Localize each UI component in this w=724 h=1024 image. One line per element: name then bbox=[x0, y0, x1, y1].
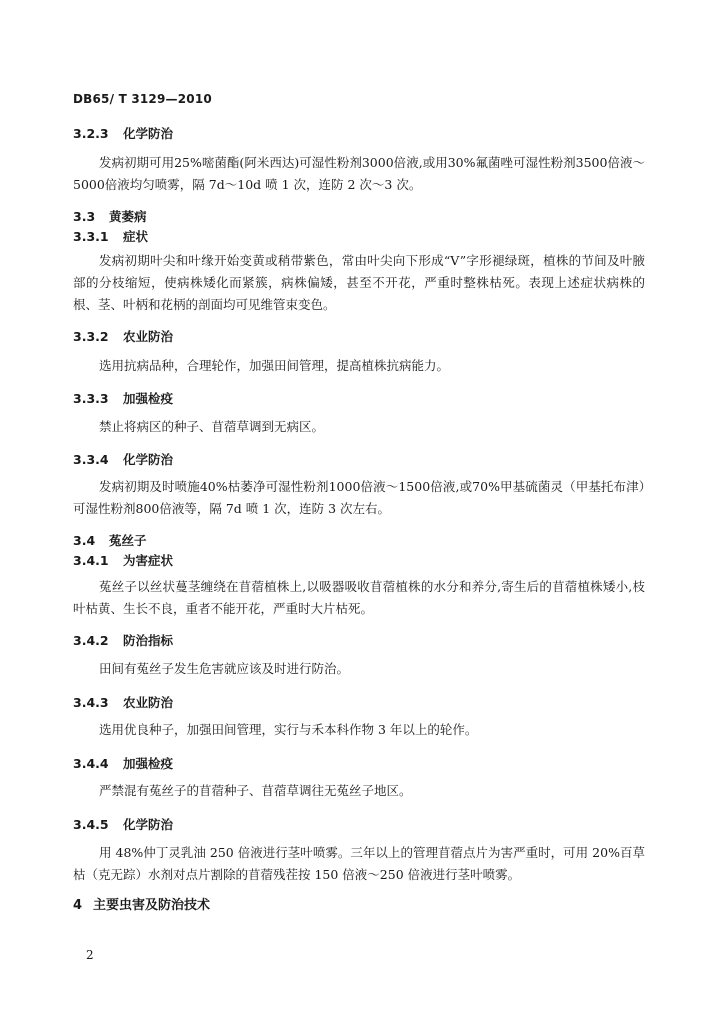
section-number: 3.4.4 bbox=[73, 756, 109, 771]
section-heading bbox=[73, 531, 663, 549]
section-number: 4 bbox=[73, 898, 83, 913]
section-heading bbox=[73, 389, 663, 407]
section-heading bbox=[73, 631, 663, 649]
page-number: 2 bbox=[86, 948, 94, 962]
section-number: 3.3 bbox=[73, 209, 96, 224]
section-title: 为害症状 bbox=[123, 553, 174, 568]
section-number: 3.3.4 bbox=[73, 452, 109, 467]
section-heading bbox=[73, 551, 663, 569]
section-title: 防治指标 bbox=[123, 633, 174, 648]
section-number: 3.3.3 bbox=[73, 391, 109, 406]
section-title: 菟丝子 bbox=[109, 533, 147, 548]
section-heading bbox=[73, 894, 663, 913]
paragraph: 发病初期叶尖和叶缘开始变黄或稍带紫色，常由叶尖向下形成“V”字形褪绿斑，植株的节间及叶腋部的分枝缩短，使病株矮化而紧簇，病株偏矮，甚至不开花，严重时整株枯死。表现上述症状病株的根、茎、叶柄和花柄的剖面均可见维管束变色。 bbox=[73, 253, 645, 312]
section-heading bbox=[73, 815, 663, 833]
section-number: 3.3.1 bbox=[73, 229, 109, 244]
paragraph: 禁止将病区的种子、苜蓿草调到无病区。 bbox=[99, 419, 325, 434]
section-title: 化学防治 bbox=[123, 452, 174, 467]
section-title: 主要虫害及防治技术 bbox=[93, 898, 211, 913]
section-number: 3.4.1 bbox=[73, 553, 109, 568]
section-heading bbox=[73, 124, 663, 142]
section-number: 3.4.2 bbox=[73, 633, 109, 648]
section-number: 3.3.2 bbox=[73, 329, 109, 344]
section-title: 黄萎病 bbox=[109, 209, 147, 224]
paragraph: 用 48%仲丁灵乳油 250 倍液进行茎叶喷雾。三年以上的管理苜蓿点片为害严重时，可用 20%百草枯（克无踪）水剂对点片割除的苜蓿残茬按 150 倍液～250 倍液进行茎叶喷雾。 bbox=[73, 845, 645, 882]
section-heading bbox=[73, 450, 663, 468]
section-title: 加强检疫 bbox=[123, 391, 174, 406]
paragraph: 菟丝子以丝状蔓茎缠绕在苜蓿植株上,以吸器吸收苜蓿植株的水分和养分,寄生后的苜蓿植株矮小,枝叶枯黄、生长不良，重者不能开花，严重时大片枯死。 bbox=[73, 579, 645, 616]
section-title: 农业防治 bbox=[123, 329, 174, 344]
paragraph: 严禁混有菟丝子的苜蓿种子、苜蓿草调往无菟丝子地区。 bbox=[99, 783, 412, 798]
section-number: 3.4.5 bbox=[73, 817, 109, 832]
section-number: 3.4 bbox=[73, 533, 96, 548]
section-heading bbox=[73, 327, 663, 345]
section-heading bbox=[73, 227, 663, 245]
section-heading bbox=[73, 693, 663, 711]
section-heading bbox=[73, 754, 663, 772]
standard-code: DB65/ T 3129—2010 bbox=[73, 92, 212, 106]
section-title: 症状 bbox=[123, 229, 149, 244]
paragraph: 选用优良种子，加强田间管理，实行与禾本科作物 3 年以上的轮作。 bbox=[99, 722, 478, 737]
section-heading bbox=[73, 207, 663, 225]
paragraph: 田间有菟丝子发生危害就应该及时进行防治。 bbox=[99, 661, 350, 676]
section-title: 加强检疫 bbox=[123, 756, 174, 771]
paragraph: 发病初期及时喷施40%枯萎净可湿性粉剂1000倍液～1500倍液,或70%甲基硫菌灵（甲基托布津）可湿性粉剂800倍液等，隔 7d 喷 1 次，连防 3 次左右。 bbox=[73, 479, 645, 516]
paragraph: 选用抗病品种，合理轮作，加强田间管理，提高植株抗病能力。 bbox=[99, 358, 450, 373]
paragraph: 发病初期可用25%嘧菌酯(阿米西达)可湿性粉剂3000倍液,或用30%氟菌唑可湿性粉剂3500倍液～5000倍液均匀喷雾，隔 7d～10d 喷 1 次，连防 2 次～3 次。 bbox=[73, 155, 645, 192]
section-title: 农业防治 bbox=[123, 695, 174, 710]
section-number: 3.2.3 bbox=[73, 126, 109, 141]
section-title: 化学防治 bbox=[123, 126, 174, 141]
section-title: 化学防治 bbox=[123, 817, 174, 832]
section-number: 3.4.3 bbox=[73, 695, 109, 710]
